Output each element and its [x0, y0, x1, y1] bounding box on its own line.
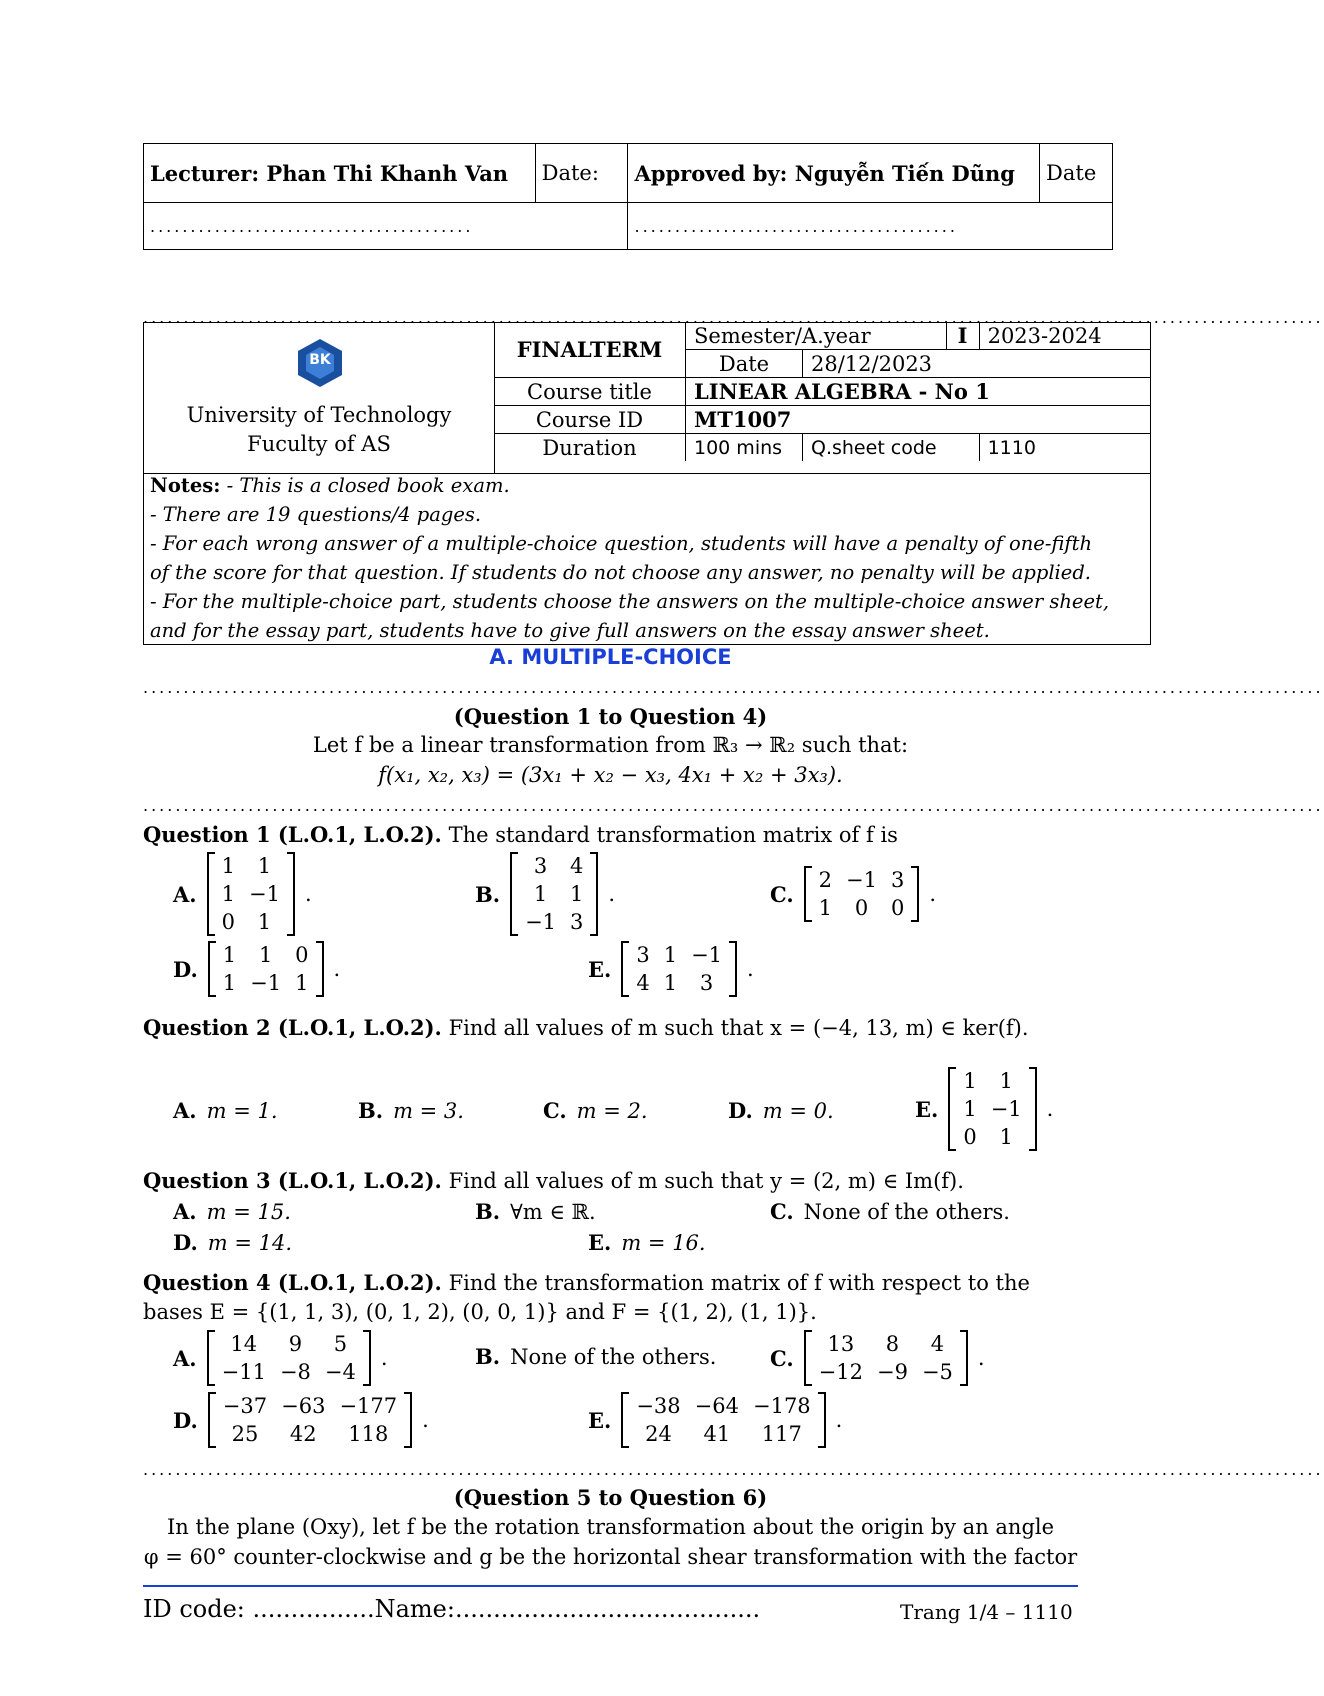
- faculty-name: Fuculty of AS: [247, 432, 391, 456]
- matrix-cell: 3: [699, 971, 714, 995]
- university-block: [144, 323, 495, 473]
- group2-line2: φ = 60° counter-clockwise and g be the horizontal shear transformation with the factor: [143, 1545, 1078, 1569]
- section-title: A. MULTIPLE-CHOICE: [489, 645, 732, 669]
- matrix-cell: 2: [818, 868, 833, 892]
- matrix-cell: −5: [921, 1360, 953, 1384]
- option-letter: B.: [475, 1199, 501, 1224]
- option-letter: A.: [173, 1199, 197, 1224]
- date-value: 28/12/2023: [803, 350, 1151, 378]
- matrix-cell: 1: [663, 943, 678, 967]
- matrix-cell: 0: [854, 896, 869, 920]
- q3-option-d[interactable]: [173, 1230, 292, 1255]
- question-label: Question 3 (L.O.1, L.O.2).: [143, 1168, 442, 1193]
- option-letter: C.: [770, 1199, 794, 1224]
- matrix-cell: 0: [891, 896, 905, 920]
- option-text: None of the others.: [803, 1199, 1010, 1224]
- option-letter: A.: [173, 1345, 197, 1371]
- option-letter: B.: [475, 881, 501, 907]
- matrix-cell: −12: [818, 1360, 863, 1384]
- matrix-cell: 1: [257, 910, 272, 934]
- q1-option-a[interactable]: A. 1 1 1 −1 0 1 .: [173, 854, 312, 934]
- lecturer-label: Lecturer: Phan Thi Khanh Van: [150, 160, 509, 186]
- q2-option-a[interactable]: [173, 1098, 278, 1123]
- group2-line1: In the plane (Oxy), let f be the rotation transformation about the origin by an angle: [166, 1515, 1055, 1539]
- option-letter: E.: [588, 1230, 612, 1255]
- group1-title: (Question 1 to Question 4): [453, 704, 768, 729]
- logo-text: BK: [309, 352, 331, 368]
- question-label: Question 2 (L.O.1, L.O.2).: [143, 1015, 442, 1040]
- matrix-cell: −177: [339, 1394, 398, 1418]
- matrix-cell: 0: [295, 943, 309, 967]
- q4-option-b[interactable]: [475, 1344, 716, 1369]
- q4-option-e[interactable]: E. −38 −64 −178 24 41 117 .: [588, 1394, 843, 1446]
- question-label: Question 1 (L.O.1, L.O.2).: [143, 822, 442, 847]
- matrix-cell: −4: [324, 1360, 356, 1384]
- approver-sign-dots: ........................................: [628, 203, 1113, 250]
- q2-option-e[interactable]: E. 1 1 1 −1 0 1 .: [915, 1069, 1054, 1149]
- option-letter: C.: [770, 1345, 794, 1371]
- exam-type: FINALTERM: [494, 322, 686, 378]
- matrix-cell: −1: [990, 1097, 1022, 1121]
- footer-page: Trang 1/4 – 1110: [900, 1600, 1073, 1624]
- exam-info-grid: [494, 322, 1150, 461]
- note-line: - There are 19 questions/4 pages.: [150, 503, 482, 526]
- footer-rule: [143, 1585, 1078, 1587]
- option-text: m = 0.: [762, 1098, 834, 1123]
- matrix: [621, 1392, 825, 1448]
- notes-label: Notes:: [150, 474, 221, 497]
- matrix: [208, 1392, 412, 1448]
- duration-label: Duration: [494, 434, 686, 462]
- matrix-cell: 117: [761, 1422, 802, 1446]
- note-line: and for the essay part, students have to give full answers on the essay answer sheet.: [150, 619, 990, 642]
- matrix-cell: −64: [694, 1394, 739, 1418]
- question-4-line2: bases E = {(1, 1, 3), (0, 1, 2), (0, 0, 1)} and F = {(1, 2), (1, 1)}.: [143, 1300, 817, 1324]
- matrix-cell: 1: [663, 971, 678, 995]
- matrix-cell: 1: [258, 943, 273, 967]
- question-text: Find all values of m such that x = (−4, 13, m) ∈ ker(f).: [448, 1016, 1029, 1040]
- matrix-cell: 24: [645, 1422, 672, 1446]
- matrix: [804, 1330, 968, 1386]
- q3-option-a[interactable]: [173, 1199, 291, 1224]
- question-text: Find the transformation matrix of f with respect to the: [448, 1271, 1030, 1295]
- q1-option-d[interactable]: D. 1 1 0 1 −1 1 .: [173, 943, 341, 995]
- divider-dots: ..................................................................................................................................................: [143, 1460, 1324, 1479]
- matrix-cell: 14: [230, 1332, 258, 1356]
- option-letter: E.: [588, 956, 612, 982]
- matrix-cell: 3: [636, 943, 650, 967]
- signature-table: [143, 143, 1113, 250]
- matrix-cell: 1: [222, 971, 237, 995]
- qsheet-value: 1110: [979, 434, 1150, 462]
- q4-option-d[interactable]: D. −37 −63 −177 25 42 118 .: [173, 1394, 429, 1446]
- matrix: [207, 852, 295, 936]
- q2-option-d[interactable]: [728, 1098, 834, 1123]
- matrix-cell: 3: [891, 868, 905, 892]
- matrix-cell: −11: [221, 1360, 266, 1384]
- q1-option-c[interactable]: C. 2 −1 3 1 0 0 .: [770, 868, 937, 920]
- semester-label: Semester/A.year: [686, 322, 947, 350]
- option-letter: C.: [543, 1098, 567, 1123]
- matrix-cell: −9: [876, 1360, 908, 1384]
- matrix-cell: 1: [221, 854, 235, 878]
- question-2: [143, 1015, 1029, 1040]
- group1-line1: Let f be a linear transformation from ℝ₃ → ℝ₂ such that:: [312, 733, 909, 757]
- semester-value: I: [946, 322, 979, 350]
- matrix-cell: −1: [248, 882, 280, 906]
- option-letter: E.: [588, 1407, 612, 1433]
- matrix-cell: 4: [636, 971, 650, 995]
- note-line: of the score for that question. If students do not choose any answer, no penalty will be applied.: [150, 561, 1092, 584]
- option-text: m = 14.: [207, 1230, 293, 1255]
- matrix-cell: −1: [846, 868, 877, 892]
- option-text: m = 16.: [621, 1230, 706, 1255]
- notes-box: [143, 471, 1151, 645]
- matrix-cell: 25: [231, 1422, 259, 1446]
- question-text: The standard transformation matrix of f is: [448, 823, 898, 847]
- matrix-cell: −37: [222, 1394, 268, 1418]
- group2-title: (Question 5 to Question 6): [453, 1485, 768, 1510]
- date-label-1: Date:: [541, 161, 599, 185]
- date-label: Date: [686, 350, 803, 378]
- q1-option-b[interactable]: B. 3 4 1 1 −1 3 .: [475, 854, 616, 934]
- option-letter: C.: [770, 881, 794, 907]
- matrix-cell: 42: [289, 1422, 317, 1446]
- divider-dots: ..................................................................................................................................................: [143, 796, 1324, 815]
- option-letter: A.: [173, 1098, 197, 1123]
- matrix-cell: 3: [533, 854, 548, 878]
- note-line: - This is a closed book exam.: [226, 474, 510, 497]
- matrix-cell: 0: [221, 910, 235, 934]
- divider-dots: ..................................................................................................................................................: [143, 678, 1324, 697]
- matrix-cell: 4: [930, 1332, 945, 1356]
- matrix-cell: 1: [533, 882, 548, 906]
- option-text: ∀m ∈ ℝ.: [510, 1199, 596, 1224]
- matrix-cell: 1: [999, 1069, 1013, 1093]
- matrix-cell: −1: [525, 910, 557, 934]
- lecturer-sign-dots: ........................................: [144, 203, 628, 250]
- option-letter: A.: [173, 881, 197, 907]
- matrix-cell: 1: [999, 1125, 1013, 1149]
- option-text: m = 15.: [206, 1199, 291, 1224]
- q3-option-e[interactable]: [588, 1230, 706, 1255]
- matrix-cell: 9: [288, 1332, 303, 1356]
- question-3: [143, 1168, 964, 1193]
- option-letter: D.: [173, 956, 198, 982]
- matrix-cell: 4: [570, 854, 584, 878]
- course-title-value: LINEAR ALGEBRA - No 1: [686, 378, 1151, 406]
- option-text: m = 2.: [576, 1098, 648, 1123]
- q1-option-e[interactable]: E. 3 1 −1 4 1 3 .: [588, 943, 754, 995]
- matrix: [804, 866, 920, 922]
- option-letter: B.: [358, 1098, 384, 1123]
- course-id-value: MT1007: [686, 406, 1151, 434]
- matrix-cell: −8: [279, 1360, 311, 1384]
- matrix: [510, 852, 598, 936]
- option-letter: D.: [173, 1230, 198, 1255]
- matrix-cell: 1: [295, 971, 309, 995]
- matrix-cell: 41: [703, 1422, 731, 1446]
- matrix: [621, 941, 737, 997]
- footer-id-name: ID code: ................Name:........................................: [143, 1595, 761, 1623]
- question-4: [143, 1270, 1030, 1295]
- matrix: [948, 1067, 1036, 1151]
- option-letter: E.: [915, 1096, 939, 1122]
- matrix-cell: 1: [963, 1097, 977, 1121]
- question-label: Question 4 (L.O.1, L.O.2).: [143, 1270, 442, 1295]
- matrix-cell: 1: [963, 1069, 977, 1093]
- matrix-cell: −178: [752, 1394, 811, 1418]
- q3-option-b[interactable]: [475, 1199, 596, 1224]
- q2-option-b[interactable]: [358, 1098, 464, 1123]
- q4-option-c[interactable]: C. 13 8 4 −12 −9 −5 .: [770, 1332, 985, 1384]
- matrix-cell: 8: [885, 1332, 900, 1356]
- matrix-cell: 5: [333, 1332, 348, 1356]
- question-text: Find all values of m such that y = (2, m) ∈ Im(f).: [448, 1169, 964, 1193]
- question-1: [143, 822, 898, 847]
- matrix-cell: −1: [250, 971, 282, 995]
- option-letter: D.: [728, 1098, 753, 1123]
- university-name: University of Technology: [186, 403, 452, 427]
- matrix-cell: −38: [636, 1394, 681, 1418]
- option-text: m = 3.: [393, 1098, 464, 1123]
- matrix-cell: 1: [818, 896, 833, 920]
- matrix-cell: 118: [348, 1422, 389, 1446]
- qsheet-label: Q.sheet code: [803, 434, 980, 462]
- note-line: - For the multiple-choice part, students choose the answers on the multiple-choice answer sheet,: [150, 590, 1110, 613]
- matrix-cell: 1: [570, 882, 584, 906]
- course-title-label: Course title: [494, 378, 686, 406]
- matrix-cell: 1: [257, 854, 272, 878]
- date-label-2: Date: [1046, 161, 1097, 185]
- header-dots: ..................................................................................................................................................: [143, 308, 1324, 327]
- matrix-cell: −1: [691, 943, 723, 967]
- option-letter: B.: [475, 1344, 501, 1369]
- duration-value: 100 mins: [686, 434, 803, 462]
- matrix-cell: −63: [281, 1394, 326, 1418]
- q4-option-a[interactable]: A. 14 9 5 −11 −8 −4 .: [173, 1332, 388, 1384]
- university-logo: [294, 337, 346, 389]
- exam-header: [143, 322, 1151, 474]
- q3-option-c[interactable]: [770, 1199, 1010, 1224]
- matrix: [208, 941, 324, 997]
- course-id-label: Course ID: [494, 406, 686, 434]
- matrix-cell: 13: [827, 1332, 855, 1356]
- note-line: - For each wrong answer of a multiple-choice question, students will have a penalty of one-fifth: [150, 532, 1093, 555]
- matrix-cell: 0: [963, 1125, 977, 1149]
- group1-line2: f(x₁, x₂, x₃) = (3x₁ + x₂ − x₃, 4x₁ + x₂ + 3x₃).: [378, 763, 843, 787]
- matrix-cell: 3: [570, 910, 584, 934]
- approved-label: Approved by: Nguyễn Tiến Dũng: [634, 160, 1015, 186]
- year-value: 2023-2024: [979, 322, 1150, 350]
- option-letter: D.: [173, 1407, 198, 1433]
- matrix: [207, 1330, 371, 1386]
- option-text: m = 1.: [206, 1098, 278, 1123]
- matrix-cell: 1: [221, 882, 235, 906]
- option-text: None of the others.: [510, 1344, 717, 1369]
- matrix-cell: 1: [222, 943, 237, 967]
- q2-option-c[interactable]: [543, 1098, 648, 1123]
